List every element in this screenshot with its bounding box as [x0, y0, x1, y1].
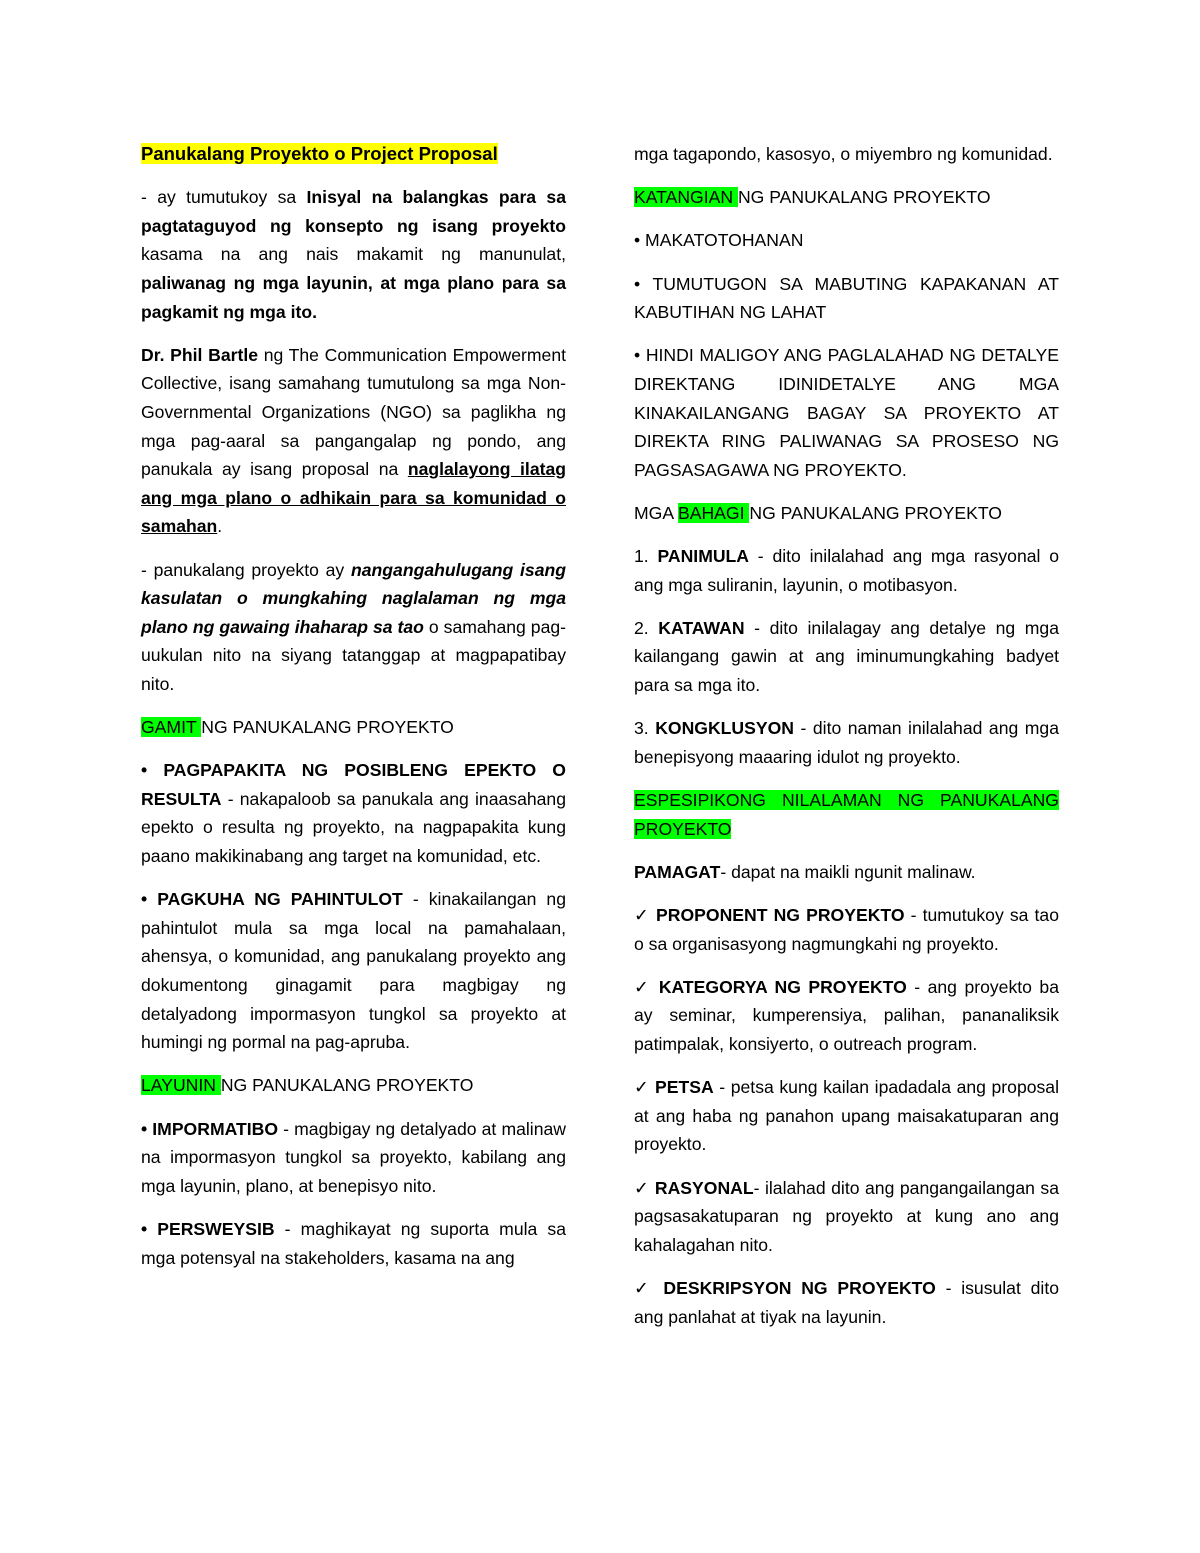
pamagat-desc: - dapat na maikli ngunit malinaw.: [720, 861, 976, 882]
continuation-paragraph: [634, 140, 1059, 169]
petsa-desc: - petsa kung kailan ipadadala ang proposal at ang haba ng panahon upang maisakatuparan ang proyekto.: [634, 1077, 1060, 1155]
def2-text-a: - panukalang proyekto ay: [141, 559, 352, 580]
proponent-desc: - tumutukoy sa tao o sa organisasyong nagmungkahi ng proyekto.: [634, 905, 1059, 954]
definition-paragraph-2: [141, 556, 566, 699]
kategorya-item: [634, 973, 1059, 1059]
bahagi-item-2-number: 2.: [634, 617, 659, 638]
bahagi-item-2-term: KATAWAN: [658, 617, 745, 638]
gamit-item-2: [141, 885, 566, 1057]
gamit-item-2-desc: - kinakailangan ng pahintulot mula sa mga local na pamahalaan, ahensya, o komunidad, ang panukalang proyekto ang dokumentong ginagamit para magbigay ng detalyadong impormasyon tungkol sa proyekto at humingi ng pormal na pag-apruba.: [141, 889, 566, 1053]
gamit-item-1: [141, 756, 566, 870]
bahagi-heading-pre: MGA: [634, 502, 678, 523]
bahagi-item-3-desc: - dito naman inilalahad ang mga benepisyong maaaring idulot ng proyekto.: [634, 718, 1059, 767]
deskripsyon-desc: - isusulat dito ang panlahat at tiyak na layunin.: [634, 1277, 1059, 1327]
bahagi-heading-highlight: BAHAGI: [678, 502, 750, 523]
espesipiko-heading: [634, 786, 1059, 843]
bahagi-item-2-desc: - dito inilalagay ang detalye ng mga kailangang gawin at ang iminumungkahing badyet para sa mga ito.: [634, 617, 1060, 696]
rasyonal-desc: - ilalahad dito ang pangangailangan sa pagsasakatuparan ng proyekto at kung ano ang kahalagahan nito.: [634, 1177, 1059, 1255]
katangian-item-2-text: • TUMUTUGON SA MABUTING KAPAKANAN AT KABUTIHAN NG LAHAT: [634, 273, 1059, 323]
continuation-text: mga tagapondo, kasosyo, o miyembro ng komunidad.: [634, 144, 1053, 164]
layunin-item-2-term: • PERSWEYSIB: [141, 1218, 275, 1239]
gamit-heading: [141, 713, 566, 742]
katangian-heading: [634, 183, 1059, 212]
kategorya-term: ✓ KATEGORYA NG PROYEKTO: [634, 976, 907, 997]
right-column: [634, 140, 1059, 1346]
katangian-item-3: [634, 341, 1059, 484]
katangian-item-1: [634, 226, 1059, 255]
bahagi-item-2: [634, 614, 1059, 700]
bahagi-item-1: [634, 542, 1059, 599]
bahagi-item-1-term: PANIMULA: [657, 546, 750, 567]
layunin-item-1-desc: - magbigay ng detalyado at malinaw na impormasyon tungkol sa proyekto, kabilang ang mga layunin, plano, at benepisyo nito.: [141, 1118, 566, 1196]
layunin-heading: [141, 1071, 566, 1100]
espesipiko-heading-text: ESPESIPIKONG NILALAMAN NG PANUKALANG PROYEKTO: [634, 790, 1059, 839]
title-text: Panukalang Proyekto o Project Proposal: [141, 143, 498, 164]
def1-text-c: kasama na ang nais makamit ng manunulat,: [141, 244, 566, 265]
pamagat-term: PAMAGAT: [634, 861, 721, 882]
pamagat-item: [634, 858, 1059, 887]
def1-text-bold-2: paliwanag ng mga layunin, at mga plano para sa pagkamit ng mga ito.: [141, 272, 566, 322]
deskripsyon-item: [634, 1274, 1059, 1331]
layunin-item-2-desc: - maghikayat ng suporta mula sa mga potensyal na stakeholders, kasama na ang: [141, 1218, 566, 1268]
gamit-item-1-term: • PAGPAPAKITA NG POSIBLENG EPEKTO O RESULTA: [141, 760, 566, 809]
layunin-item-1-term: • IMPORMATIBO: [141, 1118, 279, 1139]
def1-text-bold: Inisyal na balangkas para sa pagtataguyod ng konsepto ng isang proyekto: [141, 187, 566, 236]
gamit-item-1-desc: - nakapaloob sa panukala ang inaasahang epekto o resulta ng proyekto, na nagpapakita kung paano makikinabang ang target na komunidad, etc.: [141, 788, 566, 867]
katangian-item-2: [634, 270, 1059, 327]
bahagi-heading: [634, 499, 1059, 528]
document-title: [141, 140, 566, 169]
petsa-item: [634, 1073, 1059, 1159]
layunin-item-2: [141, 1215, 566, 1272]
bartle-text-a: ng The Communication Empowerment Collective, isang samahang tumutulong sa mga Non-Governmental Organizations (NGO) sa paglikha ng mga pag-aaral sa pangangalap ng pondo, ang panukala ay isang proposal na: [141, 344, 567, 480]
layunin-heading-highlight: LAYUNIN: [141, 1075, 221, 1096]
rasyonal-item: [634, 1174, 1059, 1260]
gamit-heading-rest: NG PANUKALANG PROYEKTO: [201, 717, 454, 738]
bahagi-item-3-number: 3.: [634, 718, 656, 739]
petsa-term: ✓ PETSA: [634, 1077, 714, 1098]
proponent-item: [634, 901, 1059, 958]
deskripsyon-term: ✓ DESKRIPSYON NG PROYEKTO: [634, 1277, 936, 1298]
bartle-text-underlined: naglalayong ilatag ang mga plano o adhikain para sa komunidad o samahan: [141, 459, 566, 537]
katangian-heading-highlight: KATANGIAN: [634, 187, 738, 208]
bahagi-item-1-number: 1.: [634, 546, 658, 567]
def2-text-bold-italic: nangangahulugang isang kasulatan o mungkahing naglalaman ng mga plano ng gawaing ihaharap sa tao: [141, 559, 566, 637]
kategorya-desc: - ang proyekto ba ay seminar, kumperensiya, palihan, pananaliksik patimpalak, konsiyerto, o outreach program.: [634, 976, 1059, 1054]
bartle-name: Dr. Phil Bartle: [141, 344, 258, 365]
bahagi-item-3-term: KONGKLUSYON: [655, 718, 794, 739]
def1-text-a: - ay tumutukoy sa: [141, 187, 307, 208]
katangian-item-3-text: • HINDI MALIGOY ANG PAGLALAHAD NG DETALYE DIREKTANG IDINIDETALYE ANG MGA KINAKAILANGANG BAGAY SA PROYEKTO AT DIREKTA RING PALIWANAG SA PROSESO NG PAGSASAGAWA NG PROYEKTO.: [634, 345, 1059, 480]
bahagi-item-3: [634, 714, 1059, 771]
bartle-text-c: .: [217, 516, 223, 537]
definition-paragraph-1: [141, 183, 566, 326]
layunin-heading-rest: NG PANUKALANG PROYEKTO: [220, 1075, 474, 1096]
gamit-heading-highlight: GAMIT: [141, 717, 202, 738]
bahagi-item-1-desc: - dito inilalahad ang mga rasyonal o ang mga suliranin, layunin, o motibasyon.: [634, 546, 1059, 595]
def2-text-c: o samahang pag-uukulan nito na siyang tatanggap at magpapatibay nito.: [141, 616, 567, 694]
bartle-paragraph: [141, 341, 566, 541]
gamit-item-2-term: • PAGKUHA NG PAHINTULOT: [141, 889, 403, 910]
layunin-item-1: [141, 1115, 566, 1201]
katangian-heading-rest: NG PANUKALANG PROYEKTO: [737, 187, 991, 208]
katangian-item-1-text: • MAKATOTOHANAN: [634, 230, 804, 251]
proponent-term: ✓ PROPONENT NG PROYEKTO: [634, 905, 905, 925]
rasyonal-term: ✓ RASYONAL: [634, 1177, 754, 1198]
left-column: [141, 140, 566, 1287]
bahagi-heading-rest: NG PANUKALANG PROYEKTO: [749, 502, 1002, 523]
